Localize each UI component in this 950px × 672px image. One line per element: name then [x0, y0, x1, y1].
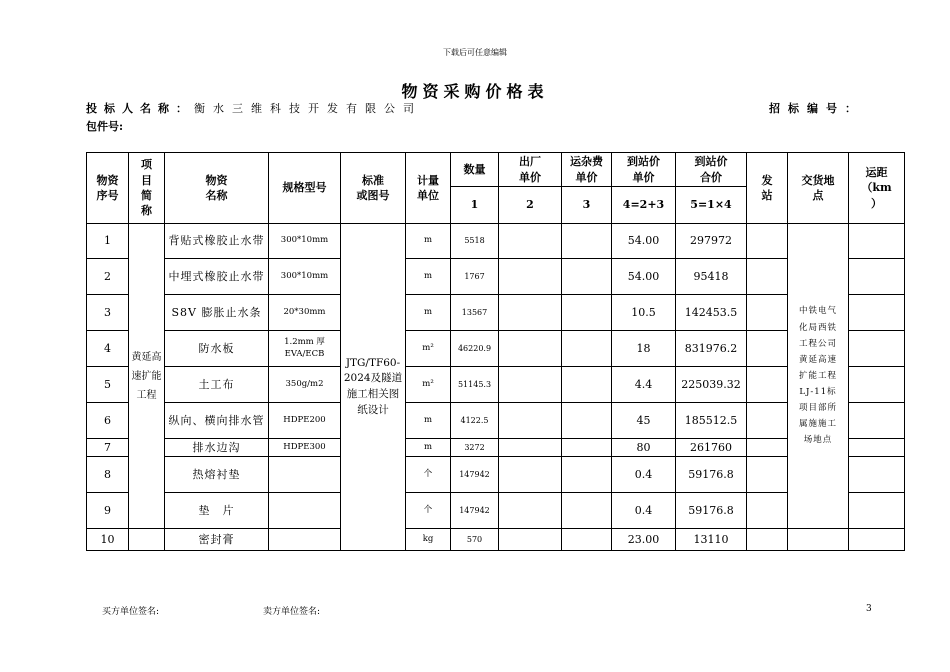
- ship-station-value: [747, 367, 788, 403]
- table-row: [87, 259, 905, 295]
- unit-value: m: [406, 439, 451, 457]
- delivery-empty: [788, 529, 849, 551]
- material-name: 土工布: [165, 367, 269, 403]
- header-standard: 标准 或图号: [341, 153, 406, 224]
- table-row: [87, 295, 905, 331]
- spec-value: HDPE200: [269, 403, 341, 439]
- station-total-value: 59176.8: [676, 457, 747, 493]
- header-station-total: 到站价 合价: [676, 153, 747, 187]
- station-price-value: 18: [612, 331, 676, 367]
- material-name: 热熔衬垫: [165, 457, 269, 493]
- header-sub-price: 4=2+3: [612, 187, 676, 224]
- table-row: [87, 367, 905, 403]
- factory-price-value: [499, 403, 562, 439]
- ship-station-value: [747, 224, 788, 259]
- row-no: 10: [87, 529, 129, 551]
- freight-value: [562, 224, 612, 259]
- unit-value: m: [406, 403, 451, 439]
- factory-price-value: [499, 439, 562, 457]
- station-total-value: 185512.5: [676, 403, 747, 439]
- ship-station-value: [747, 529, 788, 551]
- distance-value: [849, 457, 905, 493]
- station-price-value: 23.00: [612, 529, 676, 551]
- qty-value: 51145.3: [451, 367, 499, 403]
- station-total-value: 95418: [676, 259, 747, 295]
- header-row-1: [87, 153, 905, 187]
- distance-value: [849, 493, 905, 529]
- unit-value: 个: [406, 493, 451, 529]
- header-sub-qty: 1: [451, 187, 499, 224]
- material-name: 密封膏: [165, 529, 269, 551]
- table-row: [87, 331, 905, 367]
- material-name: 中埋式橡胶止水带: [165, 259, 269, 295]
- row-no: 4: [87, 331, 129, 367]
- qty-value: 147942: [451, 457, 499, 493]
- ship-station-value: [747, 493, 788, 529]
- qty-value: 1767: [451, 259, 499, 295]
- distance-value: [849, 529, 905, 551]
- distance-value: [849, 295, 905, 331]
- freight-value: [562, 457, 612, 493]
- factory-price-value: [499, 259, 562, 295]
- row-no: 3: [87, 295, 129, 331]
- freight-value: [562, 529, 612, 551]
- header-freight: 运杂费 单价: [562, 153, 612, 187]
- project-name-empty: [129, 529, 165, 551]
- row-no: 5: [87, 367, 129, 403]
- station-total-value: 142453.5: [676, 295, 747, 331]
- unit-value: m²: [406, 367, 451, 403]
- header-unit: 计量 单位: [406, 153, 451, 224]
- distance-value: [849, 367, 905, 403]
- table-row: [87, 224, 905, 259]
- freight-value: [562, 259, 612, 295]
- station-price-value: 54.00: [612, 259, 676, 295]
- ship-station-value: [747, 403, 788, 439]
- factory-price-value: [499, 529, 562, 551]
- standard-cell: JTG/TF60-2024及隧道施工相关图纸设计: [341, 224, 406, 551]
- station-total-value: 225039.32: [676, 367, 747, 403]
- station-price-value: 10.5: [612, 295, 676, 331]
- freight-value: [562, 295, 612, 331]
- spec-value: [269, 493, 341, 529]
- station-price-value: 45: [612, 403, 676, 439]
- watermark-text: 下载后可任意编辑: [443, 48, 507, 57]
- page-title: 物资采购价格表: [401, 82, 549, 101]
- freight-value: [562, 331, 612, 367]
- header-factory-price: 出厂 单价: [499, 153, 562, 187]
- station-total-value: 13110: [676, 529, 747, 551]
- ship-station-value: [747, 295, 788, 331]
- factory-price-value: [499, 367, 562, 403]
- unit-value: m: [406, 295, 451, 331]
- qty-value: 4122.5: [451, 403, 499, 439]
- factory-price-value: [499, 295, 562, 331]
- header-sub-factory: 2: [499, 187, 562, 224]
- header-sub-total: 5=1×4: [676, 187, 747, 224]
- material-name: 纵向、横向排水管: [165, 403, 269, 439]
- unit-value: m: [406, 224, 451, 259]
- row-no: 6: [87, 403, 129, 439]
- spec-value: 300*10mm: [269, 259, 341, 295]
- header-project: 项 目 简 称: [129, 153, 165, 224]
- price-table: [86, 152, 905, 551]
- bidder-line: [86, 100, 422, 116]
- ship-station-value: [747, 457, 788, 493]
- station-price-value: 0.4: [612, 493, 676, 529]
- table-row: [87, 529, 905, 551]
- spec-value: [269, 457, 341, 493]
- seller-signature-label: 卖方单位签名:: [263, 607, 321, 617]
- table-row: [87, 493, 905, 529]
- table-row: [87, 403, 905, 439]
- qty-value: 3272: [451, 439, 499, 457]
- station-total-value: 297972: [676, 224, 747, 259]
- bid-number-label: 招标编号：: [769, 102, 864, 115]
- row-no: 2: [87, 259, 129, 295]
- distance-value: [849, 403, 905, 439]
- unit-value: m: [406, 259, 451, 295]
- row-no: 1: [87, 224, 129, 259]
- freight-value: [562, 367, 612, 403]
- header-material: 物资 名称: [165, 153, 269, 224]
- ship-station-value: [747, 439, 788, 457]
- bidder-label: 投标人名称：: [86, 102, 194, 115]
- row-no: 7: [87, 439, 129, 457]
- spec-value: 1.2mm 厚EVA/ECB: [269, 331, 341, 367]
- distance-value: [849, 259, 905, 295]
- header-delivery: 交货地 点: [788, 153, 849, 224]
- page-number: 3: [866, 604, 872, 614]
- row-no: 8: [87, 457, 129, 493]
- factory-price-value: [499, 493, 562, 529]
- bidder-value: 衡水三维科技开发有限公司: [194, 102, 422, 115]
- factory-price-value: [499, 457, 562, 493]
- header-spec: 规格型号: [269, 153, 341, 224]
- material-name: 防水板: [165, 331, 269, 367]
- factory-price-value: [499, 331, 562, 367]
- qty-value: 13567: [451, 295, 499, 331]
- station-price-value: 80: [612, 439, 676, 457]
- material-name: 垫 片: [165, 493, 269, 529]
- header-distance: 运距 （km ）: [849, 153, 905, 224]
- unit-value: m²: [406, 331, 451, 367]
- header-sub-freight: 3: [562, 187, 612, 224]
- qty-value: 46220.9: [451, 331, 499, 367]
- station-price-value: 4.4: [612, 367, 676, 403]
- material-name: S8V 膨胀止水条: [165, 295, 269, 331]
- delivery-cell: 中铁电气化局西铁工程公司黄延高速扩能工程LJ-11标项目部所属施施工场地点: [788, 224, 849, 529]
- header-qty: 数量: [451, 153, 499, 187]
- station-price-value: 54.00: [612, 224, 676, 259]
- distance-value: [849, 331, 905, 367]
- spec-value: HDPE300: [269, 439, 341, 457]
- spec-value: 300*10mm: [269, 224, 341, 259]
- row-no: 9: [87, 493, 129, 529]
- qty-value: 570: [451, 529, 499, 551]
- station-price-value: 0.4: [612, 457, 676, 493]
- header-ship-station: 发 站: [747, 153, 788, 224]
- distance-value: [849, 224, 905, 259]
- spec-value: [269, 529, 341, 551]
- freight-value: [562, 439, 612, 457]
- project-name-cell: 黄延高速扩能工程: [129, 224, 165, 529]
- header-seq: 物资 序号: [87, 153, 129, 224]
- factory-price-value: [499, 224, 562, 259]
- qty-value: 147942: [451, 493, 499, 529]
- table-row: [87, 439, 905, 457]
- qty-value: 5518: [451, 224, 499, 259]
- header-station-price: 到站价 单价: [612, 153, 676, 187]
- station-total-value: 59176.8: [676, 493, 747, 529]
- ship-station-value: [747, 331, 788, 367]
- spec-value: 20*30mm: [269, 295, 341, 331]
- freight-value: [562, 493, 612, 529]
- distance-value: [849, 439, 905, 457]
- buyer-signature-label: 买方单位签名:: [102, 607, 160, 617]
- package-label: 包件号:: [86, 120, 124, 133]
- unit-value: kg: [406, 529, 451, 551]
- unit-value: 个: [406, 457, 451, 493]
- ship-station-value: [747, 259, 788, 295]
- freight-value: [562, 403, 612, 439]
- station-total-value: 261760: [676, 439, 747, 457]
- material-name: 排水边沟: [165, 439, 269, 457]
- spec-value: 350g/m2: [269, 367, 341, 403]
- station-total-value: 831976.2: [676, 331, 747, 367]
- material-name: 背贴式橡胶止水带: [165, 224, 269, 259]
- table-row: [87, 457, 905, 493]
